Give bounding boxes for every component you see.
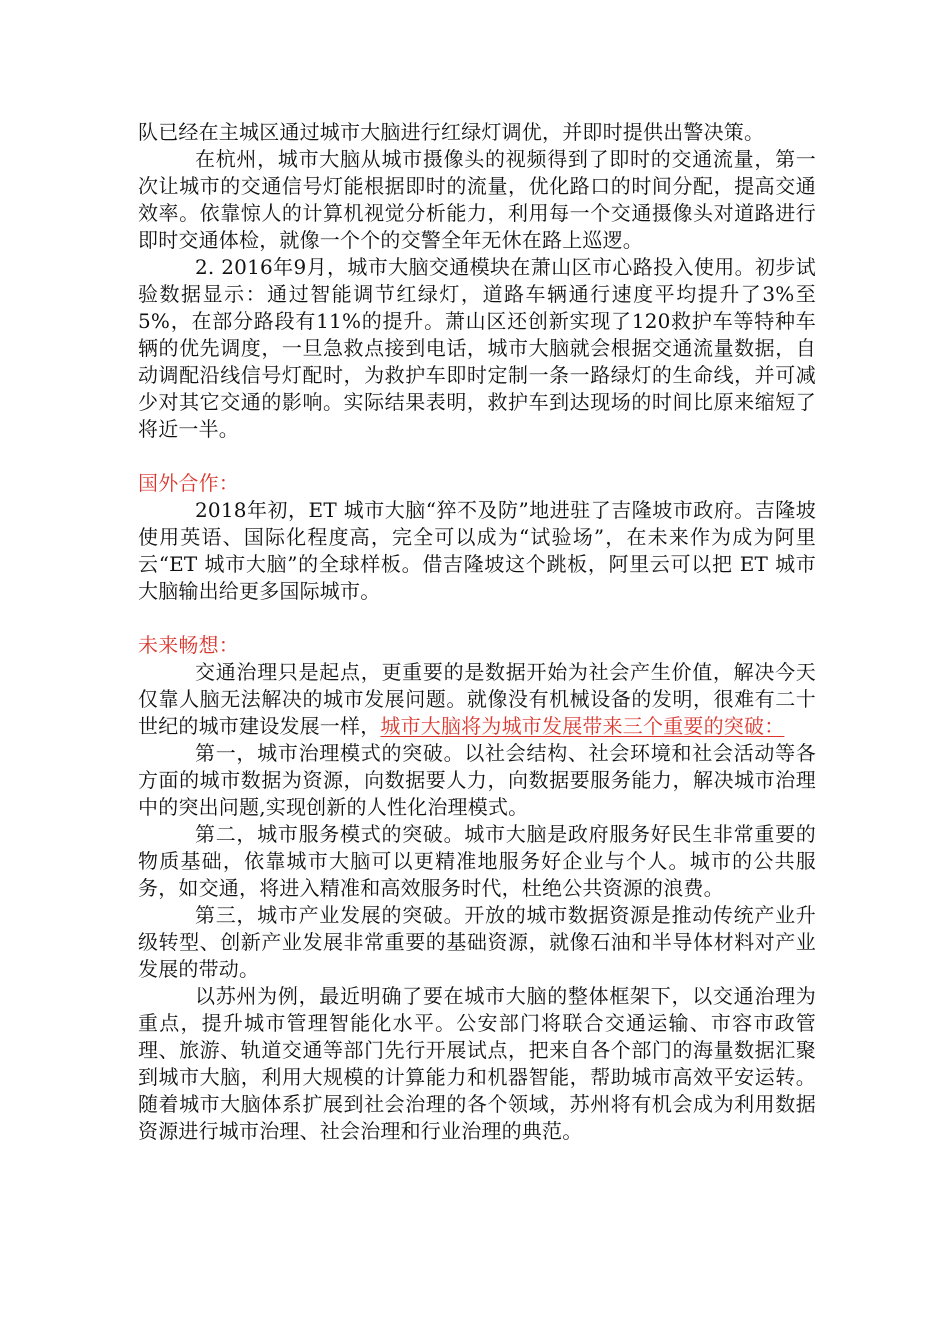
suzhou-paragraph: 以苏州为例，最近明确了要在城市大脑的整体框架下，以交通治理为重点，提升城市管理智能化水平。公安部门将联合交通运输、市容市政管理、旅游、轨道交通等部门先行开展试点，把来自各个部门的海量数据汇聚到城市大脑，利用大规模的计算能力和机器智能，帮助城市高效平安运转。随着城市大脑体系扩展到社会治理的各个领域，苏州将有机会成为利用数据资源进行城市治理、社会治理和行业治理的典范。 — [138, 984, 816, 1143]
foreign-cooperation-paragraph: 2018年初，ET 城市大脑“猝不及防”地进驻了吉隆坡市政府。吉隆坡使用英语、国际化程度高，完全可以成为“试验场”，在未来作为成为阿里云“ET 城市大脑”的全球样板。借吉隆坡这个跳板，阿里云可以把 ET 城市大脑输出给更多国际城市。 — [138, 498, 816, 603]
future-vision-lead-text: 交通治理只是起点，更重要的是数据开始为社会产生价值，解决今天仅靠人脑无法解决的城市发展问题。就像没有机械设备的发明，很难有二十世纪的城市建设发展一样， — [138, 660, 816, 738]
three-breakthroughs-link[interactable]: 城市大脑将为城市发展带来三个重要的突破： — [380, 714, 785, 738]
future-vision-paragraph — [138, 659, 816, 740]
future-vision-heading: 未来畅想： — [138, 633, 239, 657]
section-spacer — [138, 443, 816, 470]
section-spacer — [138, 605, 816, 632]
intro-paragraph: 队已经在主城区通过城市大脑进行红绿灯调优，并即时提供出警决策。 — [138, 120, 765, 144]
foreign-cooperation-heading: 国外合作： — [138, 471, 239, 495]
first-breakthrough-paragraph: 第一，城市治理模式的突破。以社会结构、社会环境和社会活动等各方面的城市数据为资源，向数据要人力，向数据要服务能力，解决城市治理中的突出问题,实现创新的人性化治理模式。 — [138, 741, 816, 819]
second-breakthrough-paragraph: 第二，城市服务模式的突破。城市大脑是政府服务好民生非常重要的物质基础，依靠城市大脑可以更精准地服务好企业与个人。城市的公共服务，如交通，将进入精准和高效服务时代，杜绝公共资源的浪费。 — [138, 822, 816, 900]
xiaoshan-paragraph: 2. 2016年9月，城市大脑交通模块在萧山区市心路投入使用。初步试验数据显示：通过智能调节红绿灯，道路车辆通行速度平均提升了3%至5%，在部分路段有11%的提升。萧山区还创新实现了120救护车等特种车辆的优先调度，一旦急救点接到电话，城市大脑就会根据交通流量数据，自动调配沿线信号灯配时，为救护车即时定制一条一路绿灯的生命线，并可减少对其它交通的影响。实际结果表明，救护车到达现场的时间比原来缩短了将近一半。 — [138, 255, 816, 441]
document-body — [138, 119, 816, 1145]
third-breakthrough-paragraph: 第三，城市产业发展的突破。开放的城市数据资源是推动传统产业升级转型、创新产业发展非常重要的基础资源，就像石油和半导体材料对产业发展的带动。 — [138, 903, 816, 981]
hangzhou-paragraph: 在杭州，城市大脑从城市摄像头的视频得到了即时的交通流量，第一次让城市的交通信号灯能根据即时的流量，优化路口的时间分配，提高交通效率。依靠惊人的计算机视觉分析能力，利用每一个交通摄像头对道路进行即时交通体检，就像一个个的交警全年无休在路上巡逻。 — [138, 147, 816, 252]
